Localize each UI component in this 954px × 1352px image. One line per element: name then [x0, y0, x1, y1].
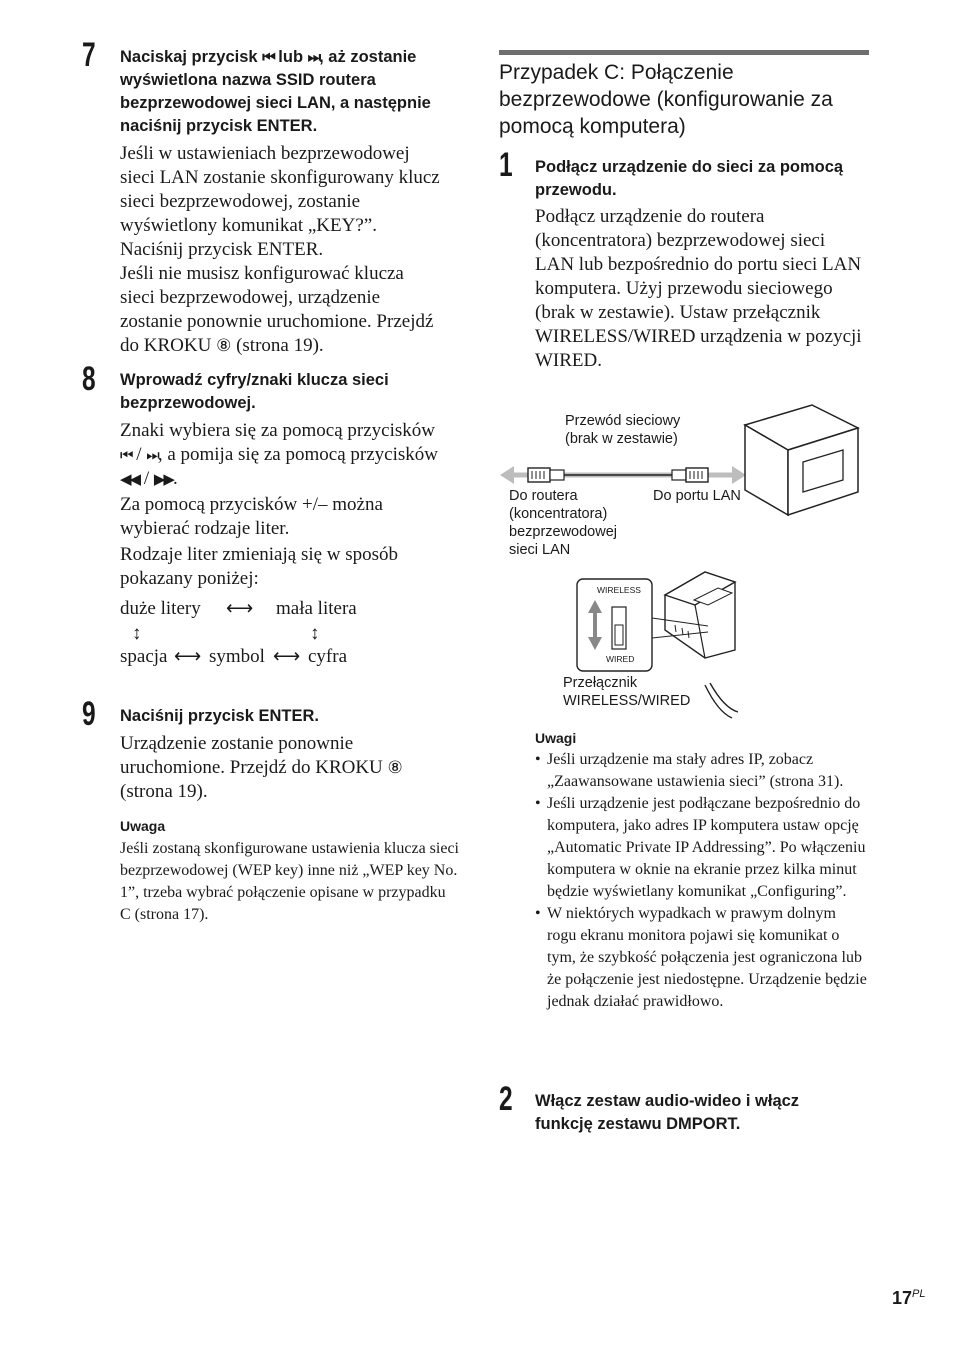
router-label: Do routera (koncentratora) bezprzewodowej sieci LAN	[509, 488, 618, 558]
page-number-value: 17	[892, 1288, 913, 1308]
step7-para2	[120, 262, 440, 358]
cycle-digit: cyfra	[308, 646, 348, 667]
step8-para3: Rodzaje liter zmieniają się w sposób pokazany poniżej:	[120, 544, 399, 589]
bullet-icon: •	[535, 751, 541, 768]
bullet-icon: •	[535, 795, 541, 812]
cycle-arrow-h-icon: ⟷	[174, 646, 202, 667]
step9-para1	[120, 732, 440, 804]
cycle-space: spacja	[120, 646, 168, 667]
computer-box-icon	[745, 405, 858, 515]
cycle-symbol: symbol	[209, 646, 265, 667]
next-track-icon: ⏭	[146, 446, 158, 464]
cycle-arrow-v-icon: ↕	[310, 623, 320, 644]
note-text: Jeśli urządzenie jest podłączane bezpośrednio do komputera, jako adres IP komputera ustaw opcję „Automatic Private IP Addressing”. Po włączeniu komputera w oknie na ekranie przez kilka minut będzie wyświetlany komunikat „Configuring”.	[547, 795, 866, 900]
cycle-arrow-h-icon: ⟷	[226, 598, 254, 619]
step1-instruction: Podłącz urządzenie do sieci za pomocą przewodu.	[535, 158, 844, 199]
note-text: W niektórych wypadkach w prawym dolnym rogu ekranu monitora pojawi się komunikat o tym, że szybkość połączenia jest ograniczona lub że połączenie jest niedostępne. Urządzenie będzie jednak działać prawidłowo.	[547, 905, 867, 1010]
switch-knob	[615, 625, 623, 645]
note-item	[535, 749, 867, 793]
step8-para2: Za pomocą przycisków +/– można wybierać rodzaje liter.	[120, 494, 383, 539]
note-item	[535, 793, 867, 903]
page-number	[892, 1283, 926, 1309]
step-number-9: 9	[82, 695, 96, 733]
step2-instruction: Włącz zestaw audio-wideo i włącz funkcję zestawu DMPORT.	[535, 1092, 800, 1133]
rewind-icon: ◀◀	[120, 470, 140, 488]
cycle-upper: duże litery	[120, 598, 201, 619]
plug-right-icon	[672, 470, 686, 480]
step7-instr-part3: , aż zostanie wyświetlona nazwa SSID routera bezprzewodowej sieci LAN, a następnie naciśnij przycisk ENTER.	[120, 48, 431, 135]
step7-instr-part2: lub	[273, 48, 308, 66]
cycle-lower: mała litera	[276, 598, 357, 619]
page-lang: PL	[912, 1288, 926, 1300]
previous-track-icon: ⏮	[262, 48, 274, 66]
step7-instr-part1: Naciskaj przycisk	[120, 48, 263, 66]
step8-para1-c: , a pomija się za pomocą przycisków	[157, 444, 438, 465]
notes-list	[535, 749, 867, 1013]
step-number-2: 2	[499, 1080, 513, 1118]
step8-para1-a: Znaki wybiera się za pomocą przycisków	[120, 420, 435, 441]
step8-instruction: Wprowadź cyfry/znaki klucza sieci bezprzewodowej.	[120, 371, 389, 412]
fast-forward-icon: ▶▶	[153, 470, 173, 488]
step8-para1-d: /	[139, 468, 154, 489]
previous-track-icon: ⏮	[120, 446, 132, 464]
step7-para1: Jeśli w ustawieniach bezprzewodowej sieci LAN zostanie skonfigurowany klucz sieci bezprzewodowej, zostanie wyświetlony komunikat „KEY?”. Naciśnij przycisk ENTER.	[120, 143, 440, 260]
step1-para: Podłącz urządzenie do routera (koncentratora) bezprzewodowej sieci LAN lub bezpośrednio do portu sieci LAN komputera. Użyj przewodu sieciowego (brak w zestawie). Ustaw przełącznik WIRELESS/WIRED urządzenia w pozycji WIRED.	[535, 206, 862, 371]
case-c-heading: Przypadek C: Połączenie bezprzewodowe (konfigurowanie za pomocą komputera)	[499, 61, 833, 138]
section-rule	[499, 50, 869, 55]
step8-para1-b: /	[131, 444, 147, 465]
switch-label: Przełącznik WIRELESS/WIRED	[563, 675, 691, 709]
cable-label: Przewód sieciowy (brak w zestawie)	[565, 413, 681, 447]
plug-left-icon	[528, 468, 550, 482]
step-number-8: 8	[82, 360, 96, 398]
step9-para1-b: (strona 19).	[120, 781, 208, 802]
step9-para1-a: Urządzenie zostanie ponownie uruchomione. Przejdź do KROKU	[120, 733, 388, 778]
next-track-icon: ⏭	[307, 48, 320, 66]
step8-para1	[120, 419, 450, 491]
arrow-right-icon	[732, 466, 746, 484]
step-number-7: 7	[82, 36, 96, 74]
step9-note-text: Jeśli zostaną skonfigurowane ustawienia klucza sieci bezprzewodowej (WEP key) inne niż „WEP key No. 1”, trzeba wybrać połączenie opisane w przypadku C (strona 17).	[120, 840, 459, 923]
bullet-icon: •	[535, 905, 541, 922]
cycle-arrow-h-icon: ⟷	[273, 646, 301, 667]
note-item	[535, 903, 867, 1013]
step7-para2-tail: (strona 19).	[231, 335, 324, 356]
step-ref-8-icon: ⑧	[216, 336, 232, 356]
step9-instruction: Naciśnij przycisk ENTER.	[120, 707, 319, 725]
step9-note-title: Uwaga	[120, 818, 166, 834]
step-ref-8-icon: ⑧	[387, 758, 403, 778]
port-label: Do portu LAN	[653, 488, 741, 504]
step7-para2-text: Jeśli nie musisz konfigurować klucza sieci bezprzewodowej, urządzenie zostanie ponownie uruchomione. Przejdź do KROKU	[120, 263, 434, 356]
arrow-left-icon	[500, 466, 514, 484]
cycle-arrow-v-icon: ↕	[132, 623, 142, 644]
step-number-1: 1	[499, 146, 513, 184]
switch-bottom-label: WIRED	[606, 654, 635, 664]
step8-para1-e: .	[172, 468, 178, 489]
notes-title: Uwagi	[535, 730, 577, 746]
note-text: Jeśli urządzenie ma stały adres IP, zobacz „Zaawansowane ustawienia sieci” (strona 31).	[547, 751, 844, 790]
switch-top-label: WIRELESS	[597, 585, 641, 595]
step7-instruction	[120, 46, 460, 138]
